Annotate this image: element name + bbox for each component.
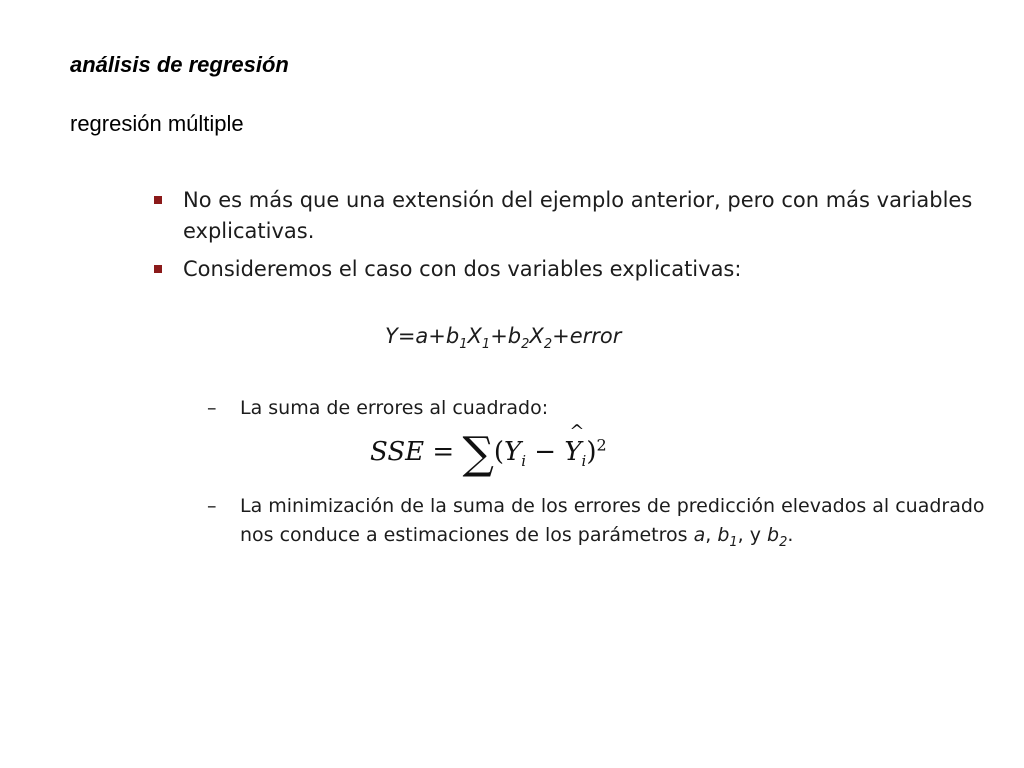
param-b1-letter: b (717, 524, 730, 546)
equation-b1-sub: 1 (459, 337, 468, 352)
equation-b2-sub: 2 (521, 337, 530, 352)
sigma-icon: ∑ (462, 428, 494, 479)
param-b1-sub: 1 (729, 534, 738, 550)
param-b1 (717, 524, 738, 550)
sse-lhs: SSE = (370, 437, 455, 467)
equation-x1-sub: 1 (481, 337, 491, 352)
subitem (207, 394, 987, 423)
sse-formula (370, 428, 607, 479)
equation-b1: b (445, 324, 460, 348)
equation-lhs: Y=a+ (385, 324, 446, 348)
dash-bullet: – (207, 397, 217, 419)
equation-plus: + (490, 324, 508, 348)
subitem-text: La minimización de la suma de los errores de predicción elevados al cuadrado nos conduce a estimaciones de los parámetros a, $b_1$, y $b_2$. (240, 495, 985, 550)
bullet-text: No es más que una extensión del ejemplo anterior, pero con más variables explicativas. (183, 188, 973, 243)
bullet-list (150, 185, 980, 292)
slide-subtitle: regresión múltiple (70, 111, 244, 136)
subitem-text: La suma de errores al cuadrado: (240, 397, 549, 419)
square-bullet-icon (154, 196, 162, 204)
sse-yhat-sub: i (581, 452, 587, 471)
sse-y: Y (504, 437, 522, 467)
square-bullet-icon (154, 265, 162, 273)
param-separator: , y (737, 524, 768, 546)
sse-power: 2 (596, 435, 607, 455)
sse-close: ) (586, 437, 597, 467)
bullet-text: Consideremos el caso con dos variables explicativas: (183, 257, 742, 281)
equation-tail: +error (552, 324, 622, 348)
bullet-item (150, 185, 980, 247)
regression-equation (385, 324, 621, 352)
sse-open: ( (493, 437, 505, 467)
subitem-main-text: La minimización de la suma de los errores de predicción elevados al cuadrado nos conduce a estimaciones de los parámetros (240, 495, 985, 546)
dash-bullet: – (207, 495, 217, 517)
param-b2 (767, 524, 788, 550)
param-a: a (693, 524, 706, 546)
param-b2-sub: 2 (779, 534, 788, 550)
equation-x2-sub: 2 (543, 337, 553, 352)
sse-minus: − (526, 437, 565, 467)
equation-x2: X (529, 324, 544, 348)
sse-yhat: ^ Y (564, 437, 581, 467)
equation-b2: b (507, 324, 522, 348)
subitem (207, 492, 987, 557)
bullet-item (150, 254, 980, 285)
slide-title: análisis de regresión (70, 52, 289, 77)
param-end: . (787, 524, 794, 546)
equation-x1: X (467, 324, 482, 348)
sse-y-sub: i (521, 452, 527, 471)
param-b2-letter: b (767, 524, 780, 546)
